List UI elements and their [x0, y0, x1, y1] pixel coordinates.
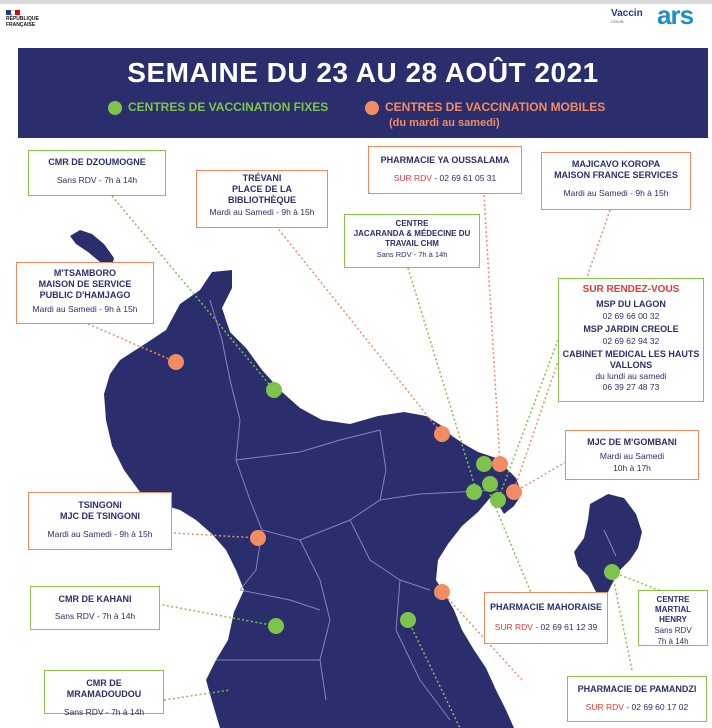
card-name: CMR DE DZOUMOGNE	[48, 157, 146, 167]
card-mtsamboro	[16, 262, 154, 324]
card-hours: Mardi au Samedi	[599, 451, 665, 461]
rdv-entry-phone: 02 69 62 94 32	[602, 336, 660, 346]
vaccin-logo-text: Vaccin	[611, 8, 643, 19]
card-centre-jacaranda	[344, 214, 480, 268]
card-hours: Mardi au Samedi - 9h à 15h	[47, 529, 153, 539]
marker-mgombani	[506, 484, 522, 500]
marker-martial-henry	[604, 564, 620, 580]
marker-koropa	[434, 584, 450, 600]
sur-rdv-label: SUR RDV	[494, 622, 533, 632]
marker-trevani	[434, 426, 450, 442]
card-hours: Sans RDV - 7h à 14h	[376, 250, 448, 259]
card-hours: Sans RDV	[654, 626, 692, 635]
legend-mobile-label: CENTRES DE VACCINATION MOBILES	[385, 100, 606, 114]
marker-jacaranda	[476, 456, 492, 472]
card-trevani	[196, 170, 328, 228]
card-hours: Mardi au Samedi - 9h à 15h	[563, 188, 669, 198]
card-name: MAJICAVO KOROPA MAISON FRANCE SERVICES	[554, 159, 678, 180]
marker-hauts-vallons	[490, 492, 506, 508]
card-hours: Mardi au Samedi - 9h à 15h	[32, 304, 138, 314]
card-phone	[488, 621, 604, 633]
rdv-entry-name: MSP JARDIN CREOLE	[583, 324, 679, 334]
card-hours: Sans RDV - 7h à 14h	[56, 175, 138, 185]
rdv-entry-name: MSP DU LAGON	[596, 299, 666, 309]
card-pharmacie-mahoraise	[484, 592, 608, 644]
card-hours: Sans RDV - 7h à 14h	[54, 611, 136, 621]
rdv-entry-phone: 02 69 66 00 32	[602, 311, 660, 321]
card-name: PHARMACIE MAHORAISE	[489, 602, 602, 612]
islet-mtsamboro	[70, 230, 114, 266]
marker-ya-oussalama	[492, 456, 508, 472]
card-name: MJC DE M'GOMBANI	[587, 437, 677, 447]
phone-number: - 02 69 60 17 02	[623, 702, 689, 712]
card-cmr-kahani	[30, 586, 160, 630]
sur-rdv-label: SUR RDV	[393, 173, 432, 183]
card-pharmacie-pamandzi	[567, 676, 707, 722]
rdv-entry-name: CABINET MEDICAL LES HAUTS VALLONS	[562, 349, 700, 370]
card-name: TSINGONI MJC DE TSINGONI	[59, 500, 140, 521]
page-title: SEMAINE DU 23 AU 28 AOÛT 2021	[127, 57, 599, 88]
card-hours: Sans RDV - 7h à 14h	[63, 707, 145, 717]
card-name: CENTRE MARTIAL HENRY	[655, 595, 691, 624]
petite-terre	[574, 494, 642, 600]
vaccin-logo-subtext: COVID	[611, 19, 624, 24]
card-phone	[372, 172, 518, 184]
card-majicavo-koropa	[541, 152, 691, 210]
card-name: CMR DE MRAMADOUDOU	[66, 678, 142, 699]
marker-msp-lagon	[482, 476, 498, 492]
marker-dzoumogne	[266, 382, 282, 398]
card-pharmacie-ya-oussalama	[368, 146, 522, 194]
marker-tsingoni	[250, 530, 266, 546]
phone-number: - 02 69 61 12 39	[532, 622, 598, 632]
card-hours: Mardi au Samedi - 9h à 15h	[209, 207, 315, 217]
card-centre-martial-henry	[638, 590, 708, 646]
republique-logo-text: RÉPUBLIQUE FRANÇAISE	[6, 16, 39, 28]
card-name: PHARMACIE YA OUSSALAMA	[380, 155, 510, 165]
card-sur-rendez-vous	[558, 278, 704, 402]
sur-rdv-label: SUR RDV	[585, 702, 624, 712]
rdv-entry-detail: du lundi au samedi 06 39 27 48 73	[595, 371, 667, 392]
legend-mobile-note: (du mardi au samedi)	[389, 117, 500, 129]
card-hours: 7h à 14h	[657, 637, 689, 646]
card-mjc-mgombani	[565, 430, 699, 480]
card-cmr-mramadoudou	[44, 670, 164, 717]
rendez-vous-title: SUR RENDEZ-VOUS	[582, 284, 680, 295]
card-cmr-dzoumogne	[28, 150, 166, 196]
marker-jardin-creole	[466, 484, 482, 500]
marker-mramadoudou	[400, 612, 416, 628]
card-name: CMR DE KAHANI	[58, 594, 132, 604]
card-hours: 10h à 17h	[613, 463, 651, 473]
marker-kahani	[268, 618, 284, 634]
ars-logo-word: ars	[657, 0, 694, 30]
legend-fixed-label: CENTRES DE VACCINATION FIXES	[128, 100, 329, 114]
card-mjc-tsingoni	[28, 492, 172, 550]
card-name: TRÉVANI PLACE DE LA BIBLIOTHÈQUE	[227, 173, 296, 205]
marker-mtsamboro	[168, 354, 184, 370]
card-name: M'TSAMBORO MAISON DE SERVICE PUBLIC D'HAMJAGO	[38, 268, 132, 300]
phone-number: - 02 69 61 05 31	[431, 173, 497, 183]
card-name: PHARMACIE DE PAMANDZI	[577, 684, 697, 694]
card-name: CENTRE JACARANDA & MÉDECINE DU TRAVAIL CHM	[353, 219, 471, 248]
card-phone	[571, 701, 703, 713]
